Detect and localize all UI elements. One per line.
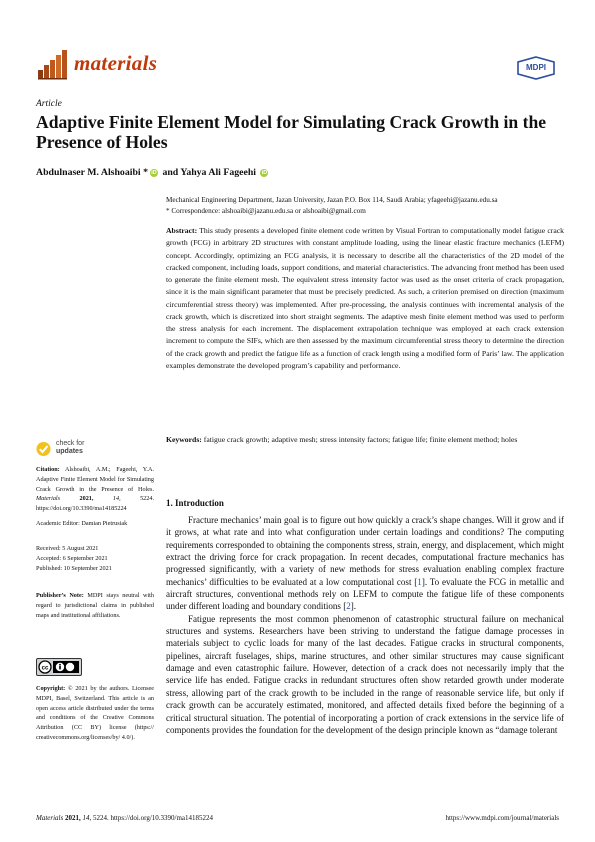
svg-text:cc: cc [41, 665, 49, 672]
journal-logo-icon [36, 48, 68, 80]
abstract [166, 225, 564, 372]
publisher-note [36, 591, 154, 620]
publisher-note-label: Publisher’s Note: [36, 592, 84, 599]
reference-link[interactable]: 2 [346, 601, 351, 612]
citation-year: 2021, [79, 495, 94, 503]
footer-volume: 14, [82, 814, 92, 822]
reference-link[interactable]: 1 [417, 576, 422, 587]
footer-year: 2021, [64, 814, 81, 822]
check-for-updates-button[interactable] [36, 440, 116, 460]
citation-text: Alshoaibi, A.M.; Fageehi, Y.A. Adaptive Finite Element Model for Simulating Crack Growth in the Presence of Holes. [36, 466, 154, 493]
footer-citation [36, 814, 213, 822]
affiliation-line: Mechanical Engineering Department, Jazan University, Jazan P.O. Box 114, Saudi Arabia; yfageehi@jazanu.edu.sa [166, 196, 498, 204]
footer-journal: Materials [36, 814, 64, 822]
check-updates-line2: updates [56, 448, 83, 455]
footer-doi[interactable]: 5224. https://doi.org/10.3390/ma14185224 [92, 814, 214, 822]
citation-volume: 14, [112, 495, 121, 503]
abstract-text: This study presents a developed finite element code written by Visual Fortran to computationally model fatigue crack growth (FCG) in arbitrary 2D structures with constant amplitude loading, using the linear elastic fracture mechanics (LEFM) concept. Accordingly, optimizing an FCG analysis, it is necessary to describe all the characteristics of the 2D model of the cracked component, including loads, support conditions, and material characteristics. The advancing front method has been used to generate the finite element mesh. The equivalent stress intensity factor was used as the onset criteria of crack propagation, since it is the main significant parameter that must be precisely predicted. As such, a criterion premised on direction (maximum circumferential stress theory) was implemented. After pre-processing, the analysis continues with incremental analysis of the crack growth, which is discretized into short straight segments. The adaptive mesh finite element method was used to perform the stress analysis for each increment. The displacement extrapolation technique was employed at each crack extension increment to compute the SIFs, which are then assessed by the maximum circumferential stress theory to determine the direction of the crack growth and predict the fatigue life as a function of crack length using a modified form of Paris’ law. The application examples demonstrate the developed program’s capability and performance. [166, 226, 564, 370]
paragraph-text: ]. To evaluate the FCG in metallic and aircraft structures, conventional methods rely on LEFM to compute the fatigue life of these components under different loading and boundary conditions [ [166, 576, 564, 612]
author-joiner: and [162, 167, 179, 178]
paragraph-text: ]. [350, 601, 357, 612]
check-updates-text [56, 440, 84, 456]
academic-editor: Academic Editor: Damian Pietrusiak [36, 520, 128, 527]
orcid-icon[interactable]: iD [261, 170, 268, 176]
received-date: Received: 5 August 2021 [36, 545, 99, 552]
keywords-label: Keywords: [166, 435, 202, 444]
correspondence-line: * Correspondence: alshoaibi@jazanu.edu.sa or alshoaibi@gmail.com [166, 206, 366, 215]
check-updates-line1: check for [56, 440, 85, 447]
copyright-text: © 2021 by the authors. Licensee MDPI, Basel, Switzerland. This article is an open access article distributed under the terms and conditions of the Creative Commons Attribution (CC BY) license (https:// creativecommons.org/licenses/by/ 4.0/). [36, 685, 154, 741]
citation-block [36, 465, 154, 514]
section-heading: 1. Introduction [166, 498, 224, 508]
citation-label: Citation: [36, 466, 60, 473]
author-1: Abdulnaser M. Alshoaibi [36, 167, 141, 178]
body-text [166, 514, 564, 736]
citation-doi[interactable]: 5224. https://doi.org/10.3390/ma14185224 [36, 495, 154, 513]
citation-journal: Materials [36, 495, 61, 503]
abstract-label: Abstract: [166, 226, 198, 235]
orcid-icon[interactable]: iD [151, 170, 157, 176]
copyright-label: Copyright: [36, 685, 66, 692]
published-date: Published: 10 September 2021 [36, 564, 112, 572]
author-list [36, 167, 270, 178]
keywords-text: fatigue crack growth; adaptive mesh; stress intensity factors; fatigue life; finite element method; holes [203, 435, 518, 444]
mdpi-logo [516, 56, 556, 80]
journal-name: materials [74, 51, 158, 75]
cc-by-license-badge[interactable] [36, 658, 82, 676]
journal-url[interactable]: https://www.mdpi.com/journal/materials [445, 814, 559, 822]
affiliations [166, 195, 566, 216]
author-2: Yahya Ali Fageehi [180, 167, 256, 178]
corresponding-mark: * [143, 167, 148, 178]
accepted-date: Accepted: 6 September 2021 [36, 554, 108, 562]
publisher-name: MDPI [526, 63, 546, 72]
keywords [166, 434, 564, 446]
paragraph: Fatigue represents the most common phenomenon of catastrophic structural failure on mechanical structures and systems. Researchers have been striving to understand the fatigue damage processes in materials subject to cyclic loads for many of the last decades. Fatigue cracks in structural components, pipelines, aircraft fuselages, ships, marine structures, and other similar structures may cause significant damage and even catastrophic failure. However, detection of a crack does not necessarily imply that the service life has ended. Fatigue cracks in redundant structures often show retarded growth under moderate stress, allowing part of the crack growth to be included in the range of reasonable service life, but only if crack growth can be accurately estimated, monitored, and affected details fixed before the beginning of a critical structural situation. The potential of incorporating a portion of crack extensions in the service life of components provides the foundation for the development of the design principle known as “damage tolerant [166, 613, 564, 735]
paper-title: Adaptive Finite Element Model for Simulating Crack Growth in the Presence of Holes [36, 112, 547, 152]
paragraph-text: Fracture mechanics’ main goal is to figure out how quickly a crack’s shape changes. Will it grow and if it grows, at what rate and into what configuration under certain loadings and conditions? The computing requirements corresponded to obtaining the components stress, strain, energy, and displacement, which might extract the driving force for crack propagation. In recent decades, computational fracture mechanics has progressed significantly, with a variety of new methods for stress evaluation enabling complex fracture mechanics’ difficulties to be evaluated at a low computational cost [ [166, 515, 564, 587]
dates-block [36, 544, 154, 573]
article-type: Article [36, 99, 62, 109]
paragraph [166, 514, 564, 613]
check-updates-icon [36, 441, 51, 457]
copyright-notice [36, 684, 154, 743]
publisher-note-text: MDPI stays neutral with regard to jurisdictional claims in published maps and institutional affiliations. [36, 592, 154, 619]
